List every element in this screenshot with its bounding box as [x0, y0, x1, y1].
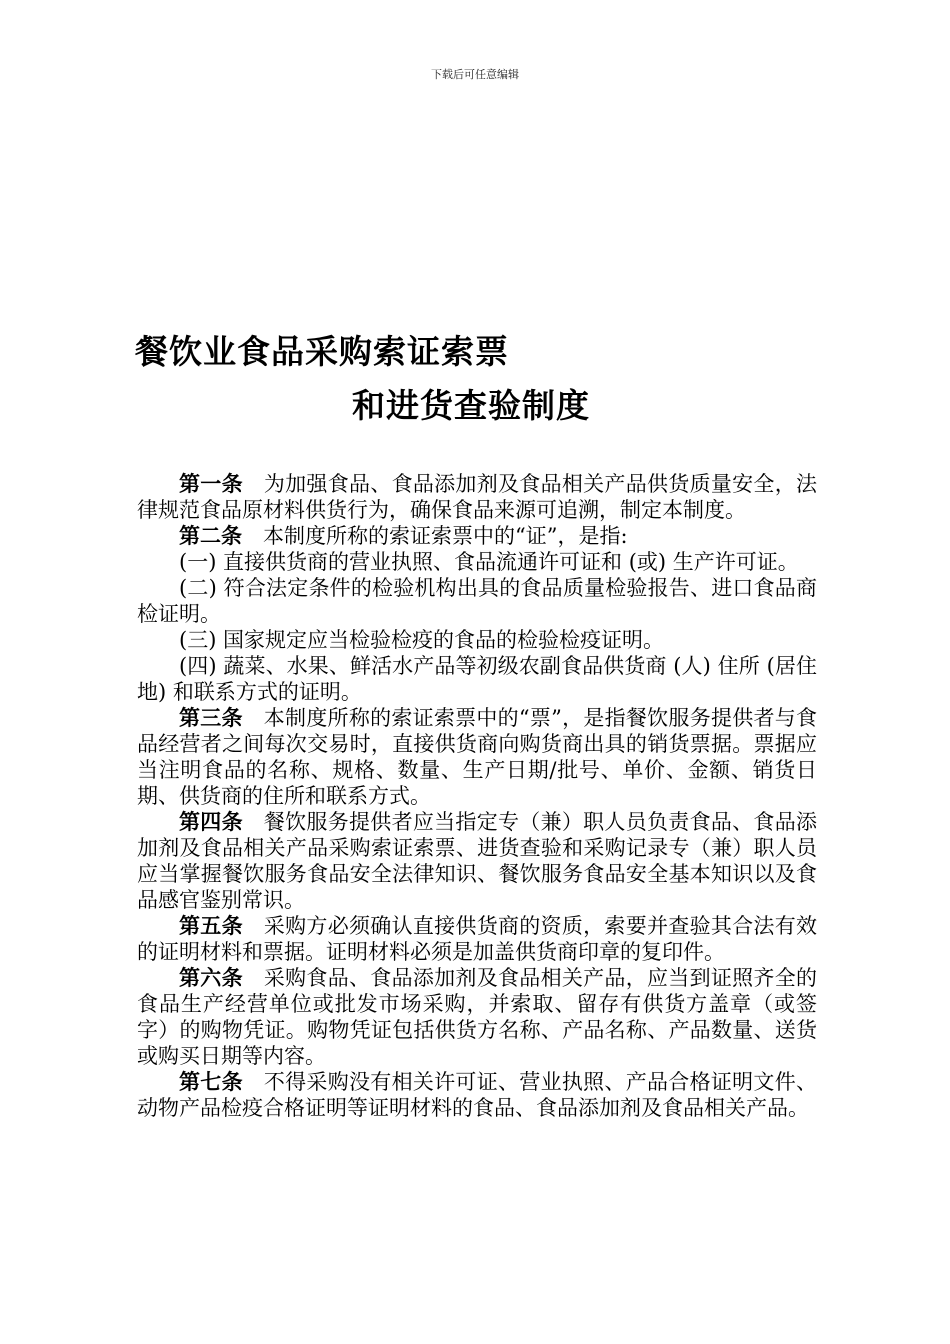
article-number: 第三条	[179, 705, 243, 730]
article-paragraph	[137, 705, 817, 809]
list-item-paragraph	[137, 627, 817, 653]
list-item-text: (二) 符合法定条件的检验机构出具的食品质量检验报告、进口食品商检证明。	[137, 576, 817, 626]
article-text: 采购方必须确认直接供货商的资质，索要并查验其合法有效的证明材料和票据。证明材料必须是加盖供货商印章的复印件。	[137, 914, 817, 964]
article-number: 第七条	[179, 1069, 243, 1094]
document-body	[137, 471, 817, 1121]
article-paragraph	[137, 523, 817, 549]
article-number: 第六条	[179, 965, 243, 990]
article-number: 第二条	[179, 523, 242, 548]
list-item-paragraph	[137, 653, 817, 705]
article-text: 不得采购没有相关许可证、营业执照、产品合格证明文件、动物产品检疫合格证明等证明材料的食品、食品添加剂及食品相关产品。	[137, 1070, 817, 1120]
article-number: 第四条	[179, 809, 243, 834]
list-item-paragraph	[137, 575, 817, 627]
list-item-text: (四) 蔬菜、水果、鲜活水产品等初级农副食品供货商 (人) 住所 (居住地) 和联系方式的证明。	[137, 654, 817, 704]
document-title-line1: 餐饮业食品采购索证索票	[135, 332, 509, 371]
article-paragraph	[137, 965, 817, 1069]
list-item-paragraph	[137, 549, 817, 575]
article-number: 第五条	[179, 913, 243, 938]
article-text: 采购食品、食品添加剂及食品相关产品，应当到证照齐全的食品生产经营单位或批发市场采购，并索取、留存有供货方盖章（或签字）的购物凭证。购物凭证包括供货方名称、产品名称、产品数量、送货或购买日期等内容。	[137, 966, 817, 1068]
list-item-text: (三) 国家规定应当检验检疫的食品的检验检疫证明。	[179, 628, 665, 652]
article-paragraph	[137, 1069, 817, 1121]
article-paragraph	[137, 471, 817, 523]
article-paragraph	[137, 913, 817, 965]
article-number: 第一条	[179, 471, 243, 496]
article-paragraph	[137, 809, 817, 913]
article-text: 为加强食品、食品添加剂及食品相关产品供货质量安全，法律规范食品原材料供货行为，确保食品来源可追溯，制定本制度。	[137, 472, 817, 522]
article-text: 餐饮服务提供者应当指定专（兼）职人员负责食品、食品添加剂及食品相关产品采购索证索票、进货查验和采购记录专（兼）职人员应当掌握餐饮服务食品安全法律知识、餐饮服务食品安全基本知识以及食品感官鉴别常识。	[137, 810, 817, 912]
document-title-line2: 和进货查验制度	[352, 386, 590, 425]
list-item-text: (一) 直接供货商的营业执照、食品流通许可证和 (或) 生产许可证。	[179, 550, 799, 574]
header-note: 下载后可任意编辑	[431, 68, 519, 81]
article-text: 本制度所称的索证索票中的“票”，是指餐饮服务提供者与食品经营者之间每次交易时，直接供货商向购货商出具的销货票据。票据应当注明食品的名称、规格、数量、生产日期/批号、单价、金额、销货日期、供货商的住所和联系方式。	[137, 706, 817, 808]
article-text: 本制度所称的索证索票中的“证”，是指:	[263, 524, 628, 548]
